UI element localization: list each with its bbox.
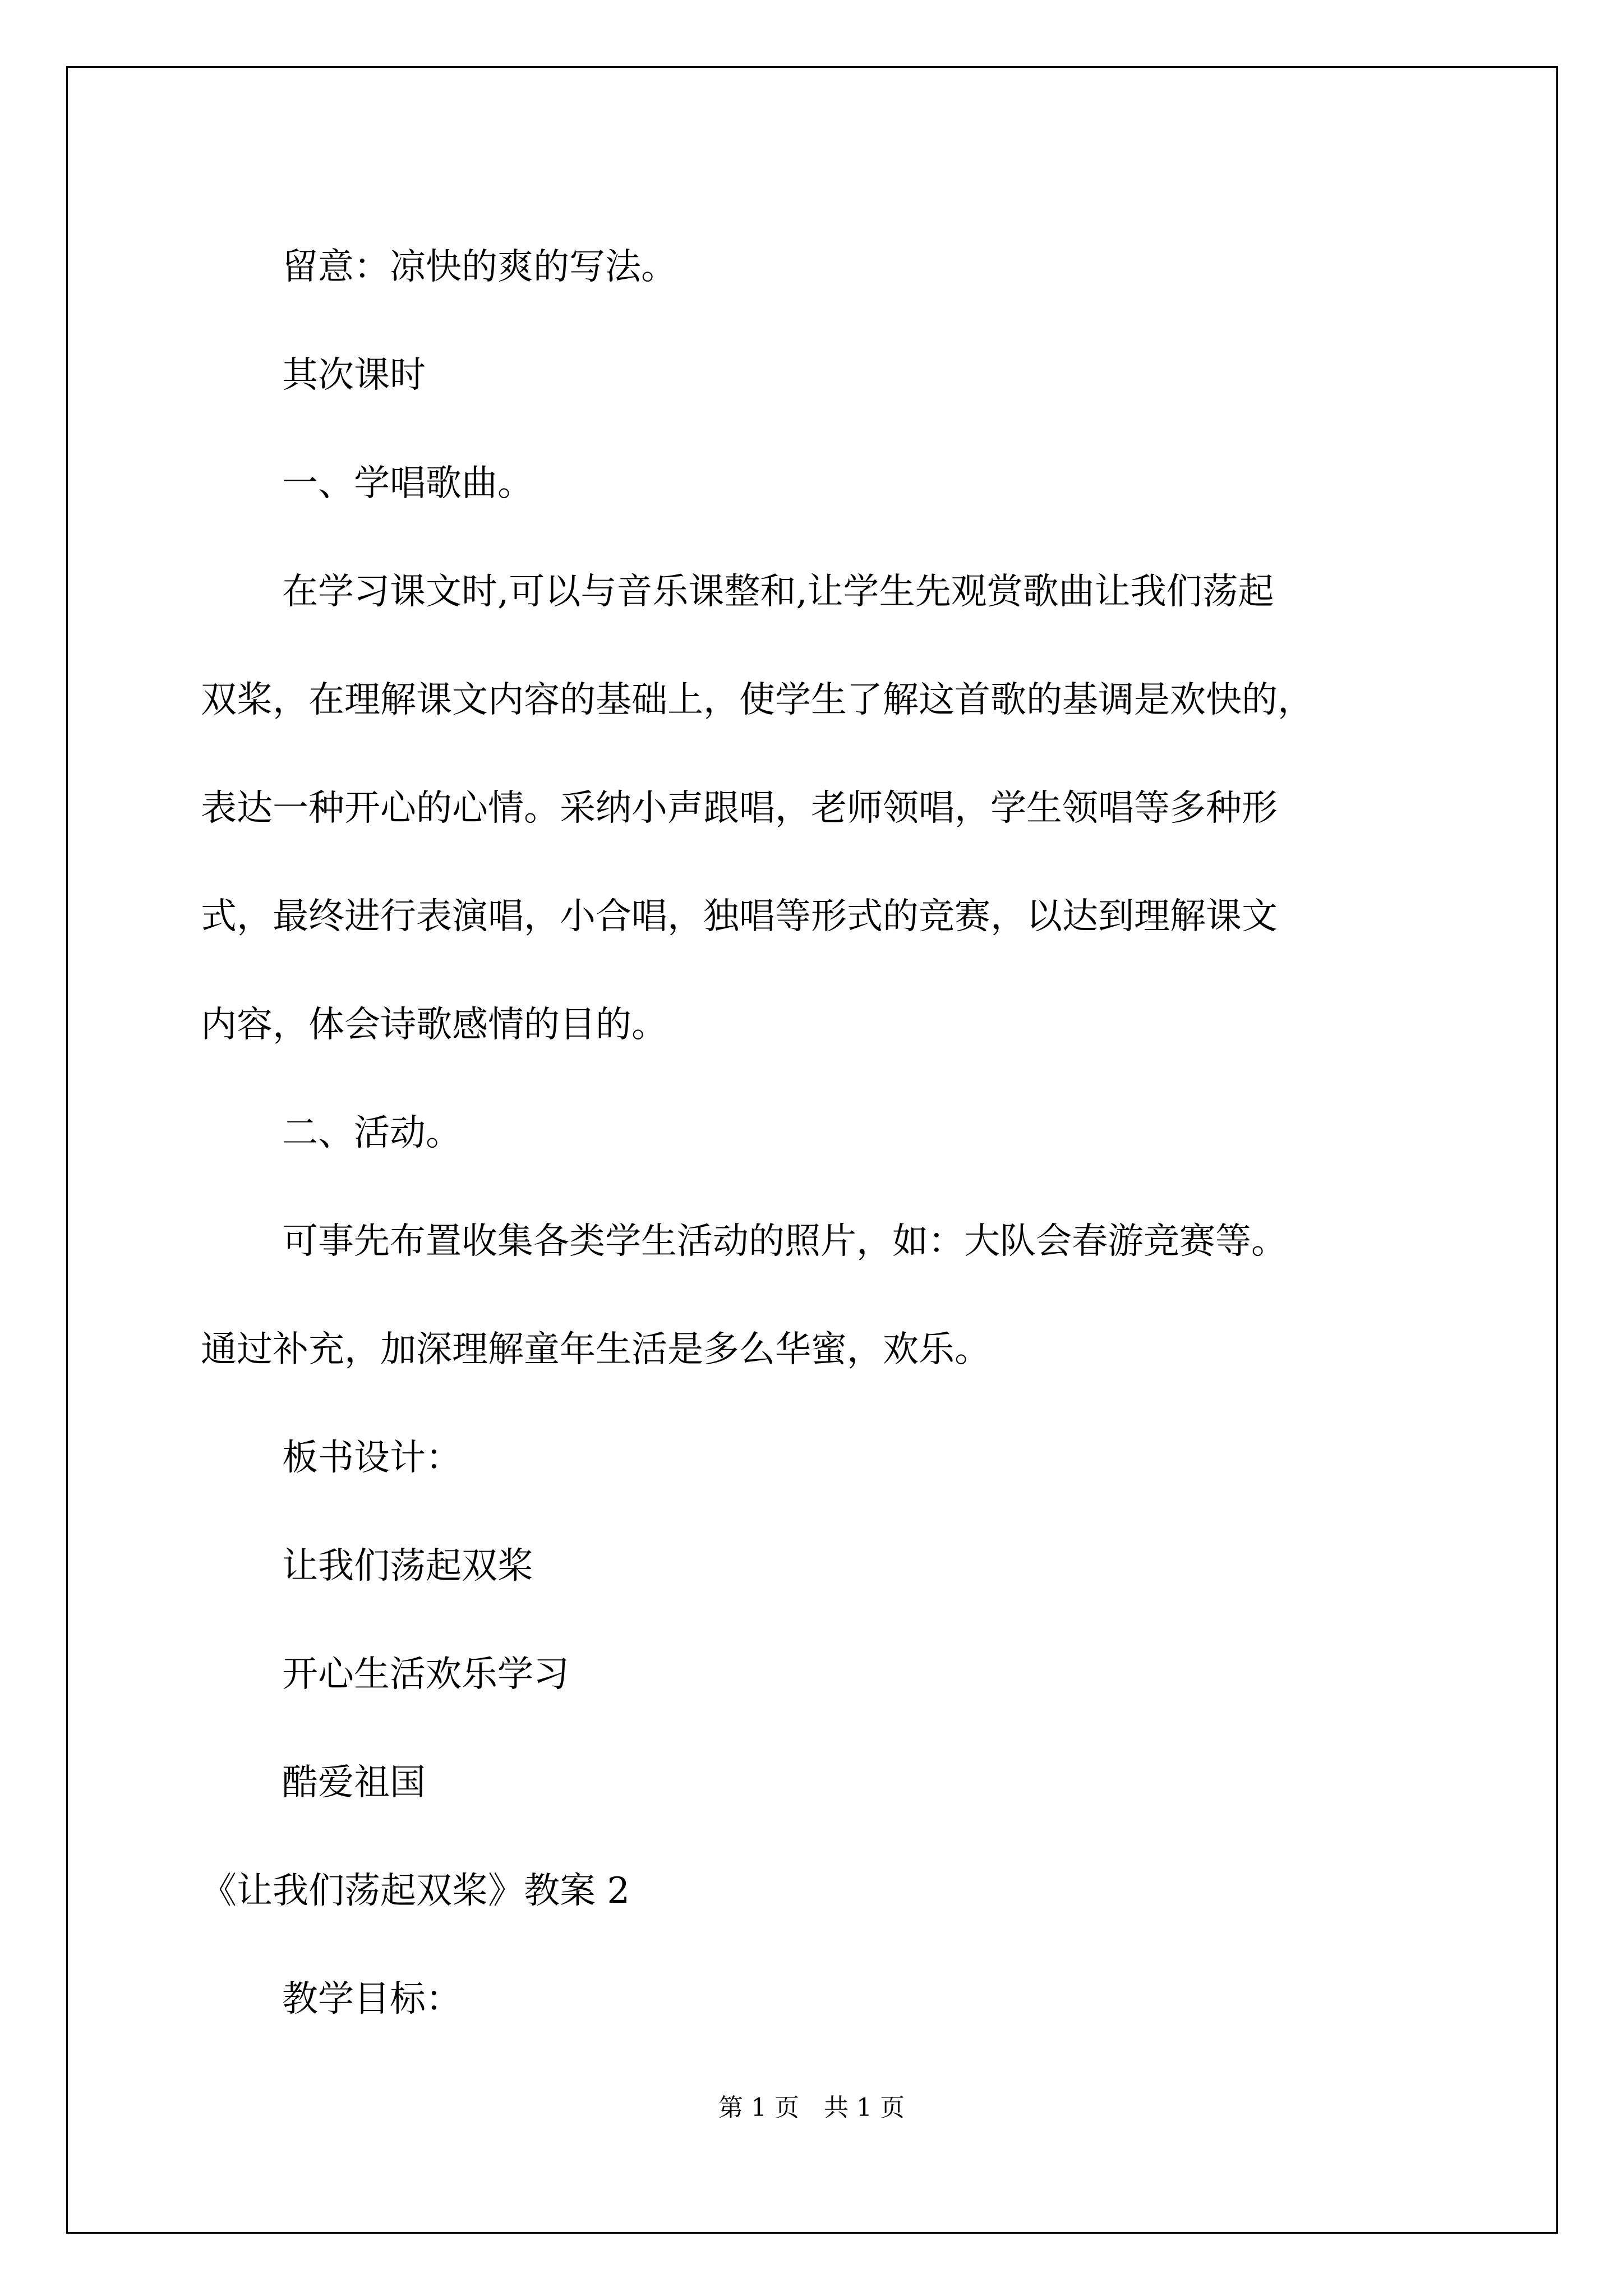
paragraph: 留意：凉快的爽的写法。 xyxy=(282,246,677,288)
board-line: 开心生活欢乐学习 xyxy=(282,1654,569,1695)
paragraph: 内容，体会诗歌感情的目的。 xyxy=(201,1004,667,1046)
paragraph: 通过补充，加深理解童年生活是多么华蜜，欢乐。 xyxy=(201,1329,990,1370)
section-heading: 二、活动。 xyxy=(282,1112,462,1154)
board-line: 酷爱祖国 xyxy=(282,1762,426,1803)
paragraph: 表达一种开心的心情。采纳小声跟唱，老师领唱，学生领唱等多种形 xyxy=(201,788,1278,829)
paragraph: 在学习课文时,可以与音乐课整和,让学生先观赏歌曲让我们荡起 xyxy=(282,571,1274,613)
section-heading: 教学目标： xyxy=(282,1978,462,2020)
section-heading: 其次课时 xyxy=(282,355,426,396)
document-title: 《让我们荡起双桨》教案 2 xyxy=(201,1870,630,1912)
document-body xyxy=(201,213,1479,2054)
paragraph: 双桨，在理解课文内容的基础上，使学生了解这首歌的基调是欢快的， xyxy=(201,679,1313,721)
paragraph: 可事先布置收集各类学生活动的照片，如：大队会春游竞赛等。 xyxy=(282,1221,1287,1262)
paragraph: 式，最终进行表演唱，小合唱，独唱等形式的竞赛，以达到理解课文 xyxy=(201,896,1278,937)
page-footer: 第 1 页 共 1 页 xyxy=(718,2093,905,2122)
board-line: 让我们荡起双桨 xyxy=(282,1545,533,1587)
section-heading: 板书设计： xyxy=(282,1437,462,1479)
section-heading: 一、学唱歌曲。 xyxy=(282,463,533,504)
